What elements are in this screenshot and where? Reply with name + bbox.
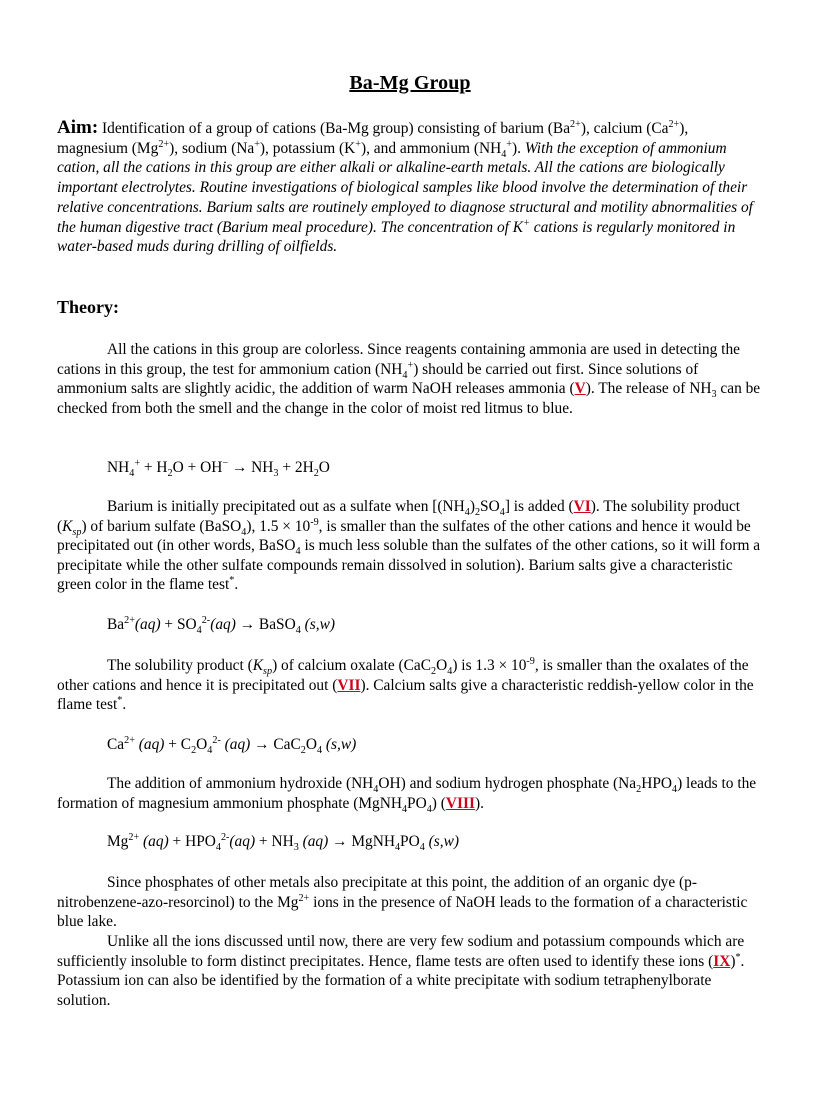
theory-paragraph-ammonium: All the cations in this group are colorless. Since reagents containing ammonia are used in detecting the cations in this group, the test for ammonium cation $(NH_4^+)$ should be carried out first. Since solutions of ammonium salts are slightly acidic, the addition of warm NaOH releases ammonia (V). The release of $NH_3$ can be checked from both the smell and the change in the color of moist red litmus to blue.: [57, 341, 761, 417]
reference-link-vii[interactable]: VII: [337, 676, 361, 694]
theory-paragraph-magnesium: The addition of ammonium hydroxide $(NH_4OH)$ and sodium hydrogen phosphate $(Na_2HPO_4)$ leads to the formation of magnesium ammonium phosphate $(MgNH_4PO_4)$ (VIII).: [57, 775, 757, 815]
reference-link-vi[interactable]: VI: [573, 498, 591, 515]
equation-magnesium: $Mg^{2+}$ $(aq) + HPO_4^{2-}(aq) + NH_3$ $(aq) \to MgNH_4PO_4$ (s,w): [107, 831, 460, 854]
aim-paragraph: Aim: Identification of a group of cations (Ba-Mg group) consisting of barium $(Ba^{2+})$, calcium $(Ca^{2+})$, magnesium $(Mg^{2+})$, sodium (Na+), potassium (K+), and ammonium $(NH_4^+)$. With the exception of ammonium cation, all the cations in this group are either alkali or alkaline-earth metals. All the cations are biologically important electrolytes. Routine investigations of biological samples like blood involve the determination of their relative concentrations. Barium salts are routinely employed to diagnose structural and motility abnormalities of the human digestive tract (Barium meal procedure). The concentration of K+ cations is regularly monitored in water-based muds during drilling of oilfields.: [57, 117, 753, 256]
equation-ammonium: $NH_4^+ + H_2O + OH^- \to NH_3 + 2H_2O$: [107, 457, 330, 480]
theory-paragraph-calcium: The solubility product $(K_{sp})$ of calcium oxalate $(CaC_2O_4)$ is $1.3 \times 10^{-9}$, is smaller than the oxalates of the other cations and hence it is precipitated out (VII). Calcium salts give a characteristic reddish-yellow color in the flame test*.: [57, 655, 754, 714]
reference-link-v[interactable]: V: [574, 380, 586, 398]
theory-paragraph-dye: Since phosphates of other metals also precipitate at this point, the addition of an organic dye (p-nitrobenzene-azo-resorcinol) to the $Mg^{2+}$ ions in the presence of NaOH leads to the formation of a characteristic blue lake.: [57, 874, 748, 931]
aim-label: Aim:: [57, 117, 99, 138]
theory-paragraph-flame-test: Unlike all the ions discussed until now, there are very few sodium and potassium compounds which are sufficiently insoluble to form distinct precipitates. Hence, flame tests are often used to identify these ions (IX)*. Potassium ion can also be identified by the formation of a white precipitate with sodium tetraphenylborate solution.: [57, 933, 745, 1009]
equation-calcium: $Ca^{2+}$ $(aq) + C_2O_4^{2-}$ $(aq) \to CaC_2O_4$ (s,w): [107, 734, 357, 757]
theory-paragraph-barium: Barium is initially precipitated out as a sulfate when $[(NH_4)_2SO_4]$ is added (VI). The solubility product $(K_{sp})$ of barium sulfate (BaSO$_4$), $1.5 \times 10^{-9}$, is smaller than the sulfates of the other cations and hence it would be precipitated out (in other words, BaSO$_4$ is much less soluble than the sulfates of the other cations, so it will form a precipitate while the other sulfate compounds remain dissolved in solution). Barium salts give a characteristic green color in the flame test*.: [57, 498, 761, 594]
equation-barium: $Ba^{2+}(aq) + SO_4^{2-}(aq)$ → BaSO$_4$ (s,w): [107, 614, 335, 637]
reference-link-ix[interactable]: IX: [713, 952, 731, 970]
reference-link-viii[interactable]: VIII: [445, 794, 475, 812]
theory-heading: Theory:: [57, 297, 119, 317]
page-title: Ba-Mg Group: [349, 72, 471, 94]
